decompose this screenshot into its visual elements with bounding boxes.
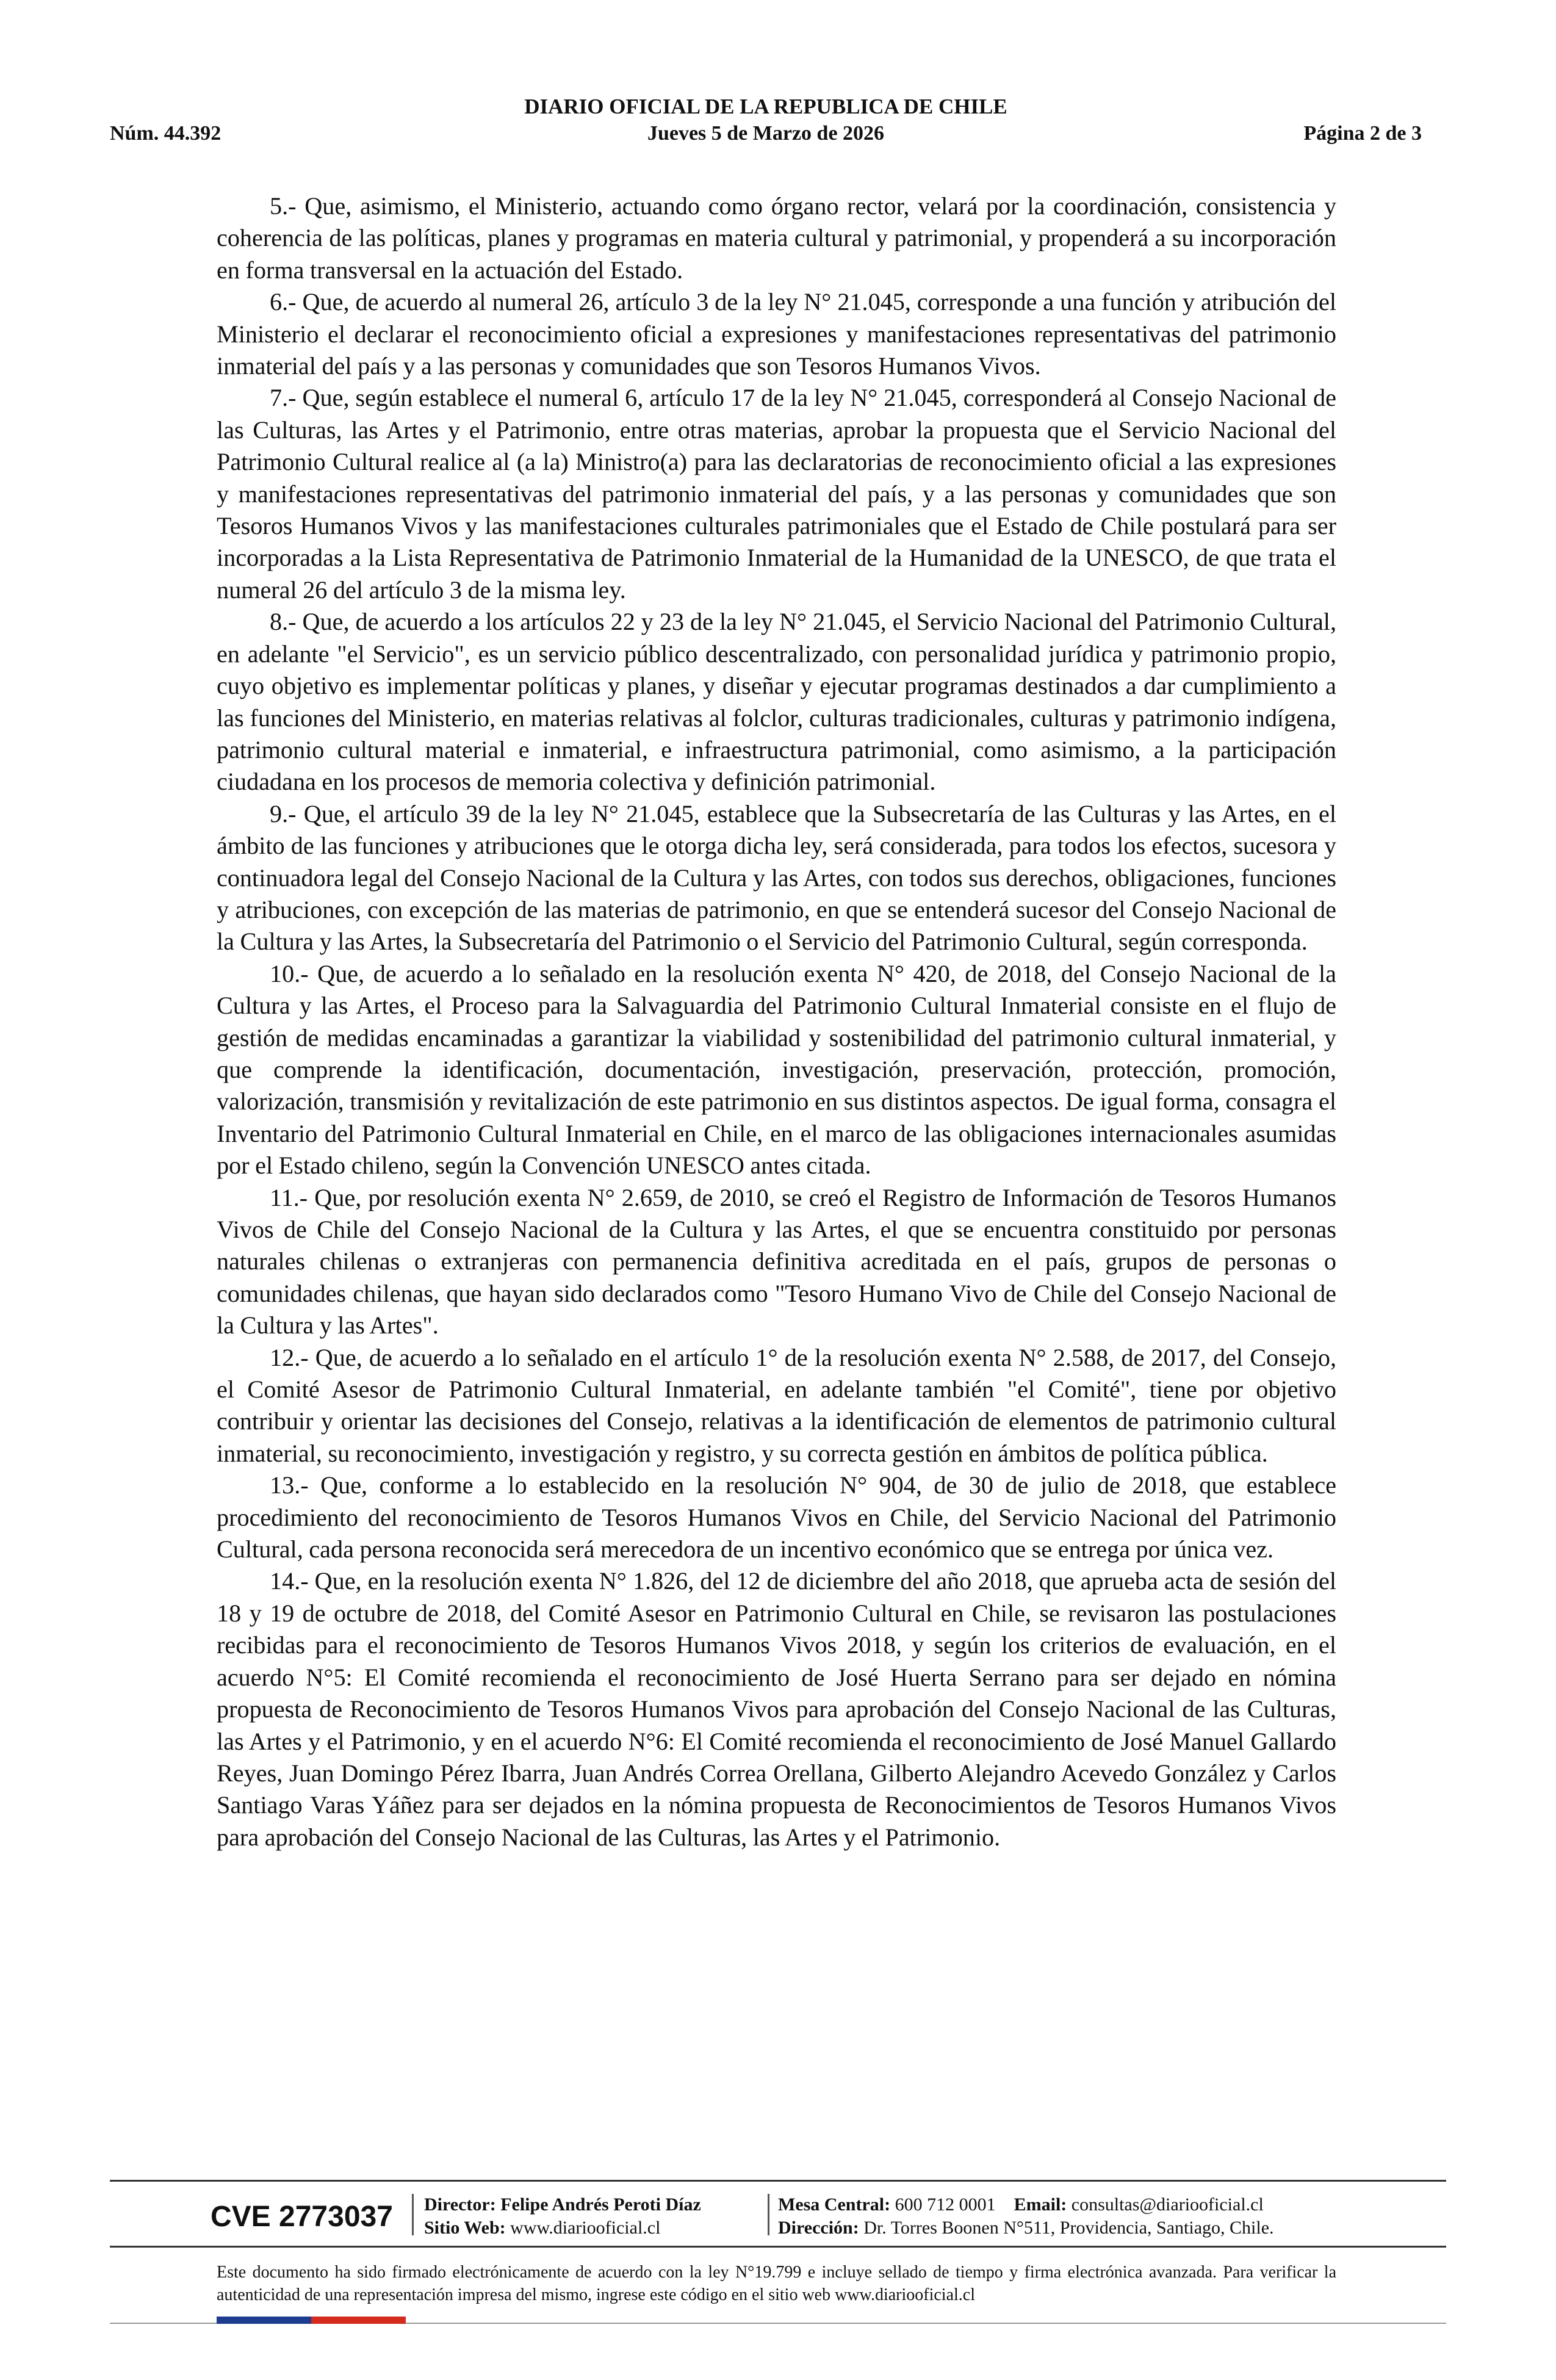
flag-stripe-red	[311, 2317, 406, 2324]
director-line	[424, 2193, 701, 2216]
site-line	[424, 2216, 701, 2240]
page-header	[110, 95, 1422, 156]
email-label: Email:	[1014, 2194, 1067, 2215]
contact-line	[778, 2193, 1274, 2216]
address-label: Dirección:	[778, 2218, 859, 2238]
document-body	[217, 190, 1336, 1853]
header-meta-row	[110, 122, 1422, 153]
signature-notice: Este documento ha sido firmado electrónicamente de acuerdo con la ley N°19.799 e incluye sellado de tiempo y firma electrónica avanzada. Para verificar la autenticidad de una representación impresa del mismo, ingrese este código en el sitio web www.diariooficial.cl	[217, 2263, 1336, 2304]
page-number: Página 2 de 3	[1303, 122, 1422, 145]
paragraph-6: 6.- Que, de acuerdo al numeral 26, artículo 3 de la ley N° 21.045, corresponde a una función y atribución del Ministerio el declarar el reconocimiento oficial a expresiones y manifestaciones representativas del patrimonio inmaterial del país y a las personas y comunidades que son Tesoros Humanos Vivos.	[217, 288, 1336, 380]
director-label: Director:	[424, 2194, 496, 2215]
footer-director-block	[424, 2193, 701, 2240]
director-name: Felipe Andrés Peroti Díaz	[500, 2194, 701, 2215]
footer-separator	[768, 2194, 769, 2235]
footer-separator	[412, 2194, 414, 2235]
paragraph-11: 11.- Que, por resolución exenta N° 2.659, de 2010, se creó el Registro de Información de Tesoros Humanos Vivos de Chile del Consejo Nacional de la Cultura y las Artes, el que se encuentra constituido por personas naturales chilenas o extranjeras con permanencia definitiva acreditada en el país, grupos de personas o comunidades chilenas, que hayan sido declarados como "Tesoro Humano Vivo de Chile del Consejo Nacional de la Cultura y las Artes".	[217, 1183, 1336, 1340]
paragraph-5: 5.- Que, asimismo, el Ministerio, actuando como órgano rector, velará por la coordinación, consistencia y coherencia de las políticas, planes y programas en materia cultural y patrimonial, y propenderá a su incorporación en forma transversal en la actuación del Estado.	[217, 192, 1336, 284]
footer-bottom-divider	[110, 2246, 1446, 2248]
newspaper-title: DIARIO OFICIAL DE LA REPUBLICA DE CHILE	[524, 95, 1007, 118]
mesa-label: Mesa Central:	[778, 2194, 891, 2215]
paragraph-13: 13.- Que, conforme a lo establecido en la resolución N° 904, de 30 de julio de 2018, que establece procedimiento del reconocimiento de Tesoros Humanos Vivos en Chile, del Servicio Nacional del Patrimonio Cultural, cada persona reconocida será merecedora de un incentivo económico que se entrega por única vez.	[217, 1471, 1336, 1563]
paragraph-10: 10.- Que, de acuerdo a lo señalado en la resolución exenta N° 420, de 2018, del Consejo Nacional de la Cultura y las Artes, el Proceso para la Salvaguardia del Patrimonio Cultural Inmaterial consiste en el flujo de gestión de medidas encaminadas a garantizar la viabilidad y sostenibilidad del patrimonio cultural inmaterial, y que comprende la identificación, documentación, investigación, preservación, protección, promoción, valorización, transmisión y revitalización de este patrimonio en sus distintos aspectos. De igual forma, consagra el Inventario del Patrimonio Cultural Inmaterial en Chile, en el marco de las obligaciones internacionales asumidas por el Estado chileno, según la Convención UNESCO antes citada.	[217, 959, 1336, 1180]
mesa-phone: 600 712 0001	[895, 2194, 996, 2215]
address-line	[778, 2216, 1274, 2240]
cve-code: CVE 2773037	[211, 2201, 393, 2233]
issue-number: Núm. 44.392	[110, 122, 222, 145]
paragraph-14: 14.- Que, en la resolución exenta N° 1.826, del 12 de diciembre del año 2018, que aprueba acta de sesión del 18 y 19 de octubre de 2018, del Comité Asesor en Patrimonio Cultural en Chile, se revisaron las postulaciones recibidas para el reconocimiento de Tesoros Humanos Vivos 2018, y según los criterios de evaluación, en el acuerdo N°5: El Comité recomienda el reconocimiento de José Huerta Serrano para ser dejado en nómina propuesta de Reconocimiento de Tesoros Humanos Vivos para aprobación del Consejo Nacional de las Culturas, las Artes y el Patrimonio, y en el acuerdo N°6: El Comité recomienda el reconocimiento de José Manuel Gallardo Reyes, Juan Domingo Pérez Ibarra, Juan Andrés Correa Orellana, Gilberto Alejandro Acevedo González y Carlos Santiago Varas Yáñez para ser dejados en la nómina propuesta de Reconocimientos de Tesoros Humanos Vivos para aprobación del Consejo Nacional de las Culturas, las Artes y el Patrimonio.	[217, 1567, 1336, 1851]
site-label: Sitio Web:	[424, 2218, 506, 2238]
flag-stripe-blue	[217, 2317, 311, 2324]
issue-date: Jueves 5 de Marzo de 2026	[647, 122, 885, 145]
site-link[interactable]: www.diariooficial.cl	[510, 2218, 661, 2238]
paragraph-7: 7.- Que, según establece el numeral 6, artículo 17 de la ley N° 21.045, corresponderá al Consejo Nacional de las Culturas, las Artes y el Patrimonio, entre otras materias, aprobar la propuesta que el Servicio Nacional del Patrimonio Cultural realice al (a la) Ministro(a) para las declaratorias de reconocimiento oficial a las expresiones y manifestaciones representativas del patrimonio inmaterial del país, y a las personas y comunidades que son Tesoros Humanos Vivos y las manifestaciones culturales patrimoniales que el Estado de Chile postulará para ser incorporadas a la Lista Representativa de Patrimonio Inmaterial de la Humanidad de la UNESCO, de que trata el numeral 26 del artículo 3 de la misma ley.	[217, 384, 1336, 604]
footer-contact-block	[778, 2193, 1274, 2240]
paragraph-8: 8.- Que, de acuerdo a los artículos 22 y 23 de la ley N° 21.045, el Servicio Nacional del Patrimonio Cultural, en adelante "el Servicio", es un servicio público descentralizado, con personalidad jurídica y patrimonio propio, cuyo objetivo es implementar políticas y planes, y diseñar y ejecutar programas destinados a dar cumplimiento a las funciones del Ministerio, en materias relativas al folclor, culturas tradicionales, culturas y patrimonio indígena, patrimonio cultural material e inmaterial, e infraestructura patrimonial, como asimismo, a la participación ciudadana en los procesos de memoria colectiva y definición patrimonial.	[217, 608, 1336, 796]
address-value: Dr. Torres Boonen N°511, Providencia, Santiago, Chile.	[863, 2218, 1274, 2238]
paragraph-9: 9.- Que, el artículo 39 de la ley N° 21.045, establece que la Subsecretaría de las Culturas y las Artes, en el ámbito de las funciones y atribuciones que le otorga dicha ley, será considerada, para todos los efectos, sucesora y continuadora legal del Consejo Nacional de la Cultura y las Artes, con todos sus derechos, obligaciones, funciones y atribuciones, con excepción de las materias de patrimonio, en que se entenderá sucesor del Consejo Nacional de la Cultura y las Artes, la Subsecretaría del Patrimonio o el Servicio del Patrimonio Cultural, según corresponda.	[217, 799, 1336, 956]
footer-top-divider	[110, 2180, 1446, 2182]
paragraph-12: 12.- Que, de acuerdo a lo señalado en el artículo 1° de la resolución exenta N° 2.588, de 2017, del Consejo, el Comité Asesor de Patrimonio Cultural Inmaterial, en adelante también "el Comité", tiene por objetivo contribuir y orientar las decisiones del Consejo, relativas a la identificación de elementos de patrimonio cultural inmaterial, su reconocimiento, investigación y registro, y su correcta gestión en ámbitos de política pública.	[217, 1343, 1336, 1467]
email-link[interactable]: consultas@diariooficial.cl	[1071, 2194, 1264, 2215]
